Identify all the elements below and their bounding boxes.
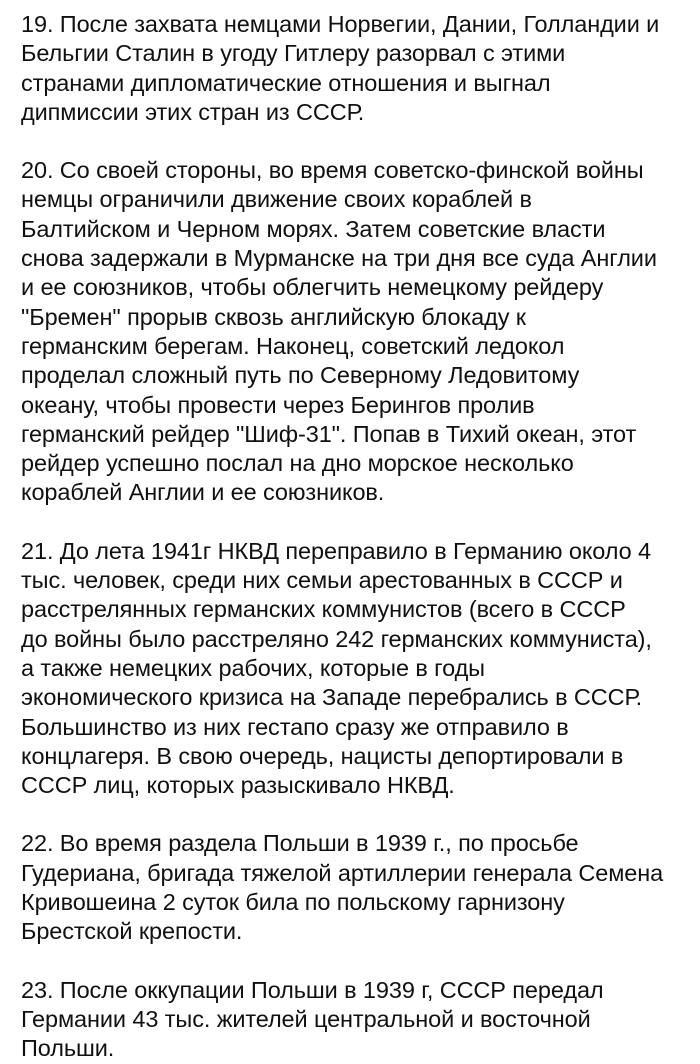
paragraph-19: 19. После захвата немцами Норвегии, Дании, Голландии и Бельгии Сталин в угоду Гитлеру разорвал с этими странами дипломатические отношения и выгнал дипмиссии этих стран из СССР. xyxy=(21,11,660,125)
paragraph-21: 21. До лета 1941г НКВД переправило в Германию около 4 тыс. человек, среди них семьи арестованных в СССР и расстрелянных германских коммунистов (всего в СССР до войны было расстреляно 242 германских коммуниста), а также немецких рабочих, которые в годы экономического кризиса на Западе перебрались в СССР. Большинство из них гестапо сразу же отправило в концлагеря. В свою очередь, нацисты депортировали в СССР лиц, которых разыскивало НКВД. xyxy=(21,537,652,799)
paragraph-20: 20. Со своей стороны, во время советско-финской войны немцы ограничили движение своих кораблей в Балтийском и Черном морях. Затем советские власти снова задержали в Мурманске на три дня все суда Англии и ее союзников, чтобы облегчить немецкому рейдеру "Бремен" прорыв сквозь английскую блокаду к германским берегам. Наконец, советский ледокол проделал сложный путь по Северному Ледовитому океану, чтобы провести через Берингов пролив германский рейдер "Шиф-31". Попав в Тихий океан, этот рейдер успешно послал на дно морское несколько кораблей Англии и ее союзников. xyxy=(21,157,657,506)
paragraph-23: 23. После оккупации Польши в 1939 г, СССР передал Германии 43 тыс. жителей центральной и восточной Польши. xyxy=(21,976,604,1062)
paragraph-22: 22. Во время раздела Польши в 1939 г., по просьбе Гудериана, бригада тяжелой артиллерии генерала Семена Кривошеина 2 суток била по польскому гарнизону Брестской крепости. xyxy=(21,830,664,945)
